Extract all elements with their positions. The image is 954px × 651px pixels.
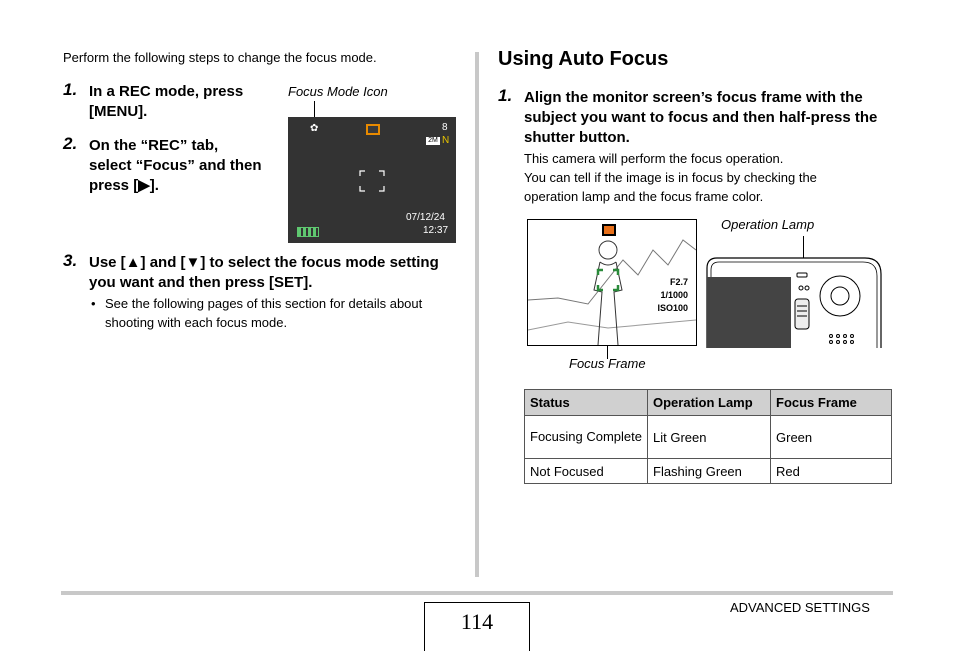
focus-indicator-icon	[602, 224, 616, 236]
af-desc-2: You can tell if the image is in focus by checking the operation lamp and the focus frame color.	[524, 170, 817, 204]
iso-readout: ISO100	[657, 303, 688, 313]
header-focus-frame: Focus Frame	[771, 390, 892, 416]
cell-status: Focusing Complete	[525, 416, 648, 459]
battery-icon	[297, 227, 319, 237]
camera-back-illustration	[705, 256, 885, 348]
step-1-number: 1.	[63, 80, 78, 99]
date-readout: 07/12/24	[406, 212, 445, 223]
af-step-1-number: 1.	[498, 86, 513, 105]
image-size-icon: 2M	[426, 137, 440, 145]
aperture-readout: F2.7	[669, 277, 688, 287]
bullet-dot: •	[91, 296, 96, 311]
table-row	[525, 459, 892, 484]
bullet-text: See the following pages of this section for details about shooting with each focus mode.	[105, 296, 423, 330]
time-readout: 12:37	[423, 225, 449, 236]
header-operation-lamp: Operation Lamp	[648, 390, 771, 416]
exposure-readout	[648, 276, 688, 315]
focus-indicator-icon	[366, 124, 380, 135]
cell-focus-frame: Green	[771, 416, 892, 459]
cell-operation-lamp: Flashing Green	[648, 459, 771, 484]
page-number: 114	[424, 602, 530, 651]
footer-rule	[61, 591, 893, 595]
section-label: ADVANCED SETTINGS	[730, 600, 870, 615]
table-row	[525, 416, 892, 459]
step-3-number: 3.	[63, 251, 78, 270]
focus-frame-caption: Focus Frame	[569, 356, 646, 371]
focus-mode-icon-caption: Focus Mode Icon	[288, 84, 388, 99]
header-status: Status	[525, 390, 648, 416]
camera-screen	[288, 117, 456, 243]
intro-text: Perform the following steps to change the focus mode.	[63, 50, 377, 65]
af-desc-1: This camera will perform the focus operation.	[524, 151, 784, 166]
shot-count: 8	[442, 122, 448, 133]
step-2-number: 2.	[63, 134, 78, 153]
step-1-text: In a REC mode, press [MENU].	[89, 83, 244, 120]
focus-frame-icon	[358, 169, 386, 193]
section-heading: Using Auto Focus	[498, 48, 669, 70]
monitor-illustration	[527, 219, 697, 346]
cell-status: Not Focused	[525, 459, 648, 484]
cell-operation-lamp: Lit Green	[648, 416, 771, 459]
step-3-text: Use [▲] and [▼] to select the focus mode setting you want and then press [SET].	[89, 254, 439, 291]
step-2-text: On the “REC” tab, select “Focus” and then press [▶].	[89, 137, 262, 194]
af-step-1-text: Align the monitor screen’s focus frame with the subject you want to focus and then half-press the shutter button.	[524, 89, 878, 146]
macro-icon: ✿	[310, 123, 319, 134]
cell-focus-frame: Red	[771, 459, 892, 484]
operation-lamp-caption: Operation Lamp	[721, 217, 815, 232]
column-divider	[475, 52, 479, 577]
operation-lamp-icon	[797, 273, 807, 277]
quality-icon: N	[442, 135, 450, 146]
status-table	[524, 389, 892, 484]
shutter-readout: 1/1000	[660, 290, 688, 300]
